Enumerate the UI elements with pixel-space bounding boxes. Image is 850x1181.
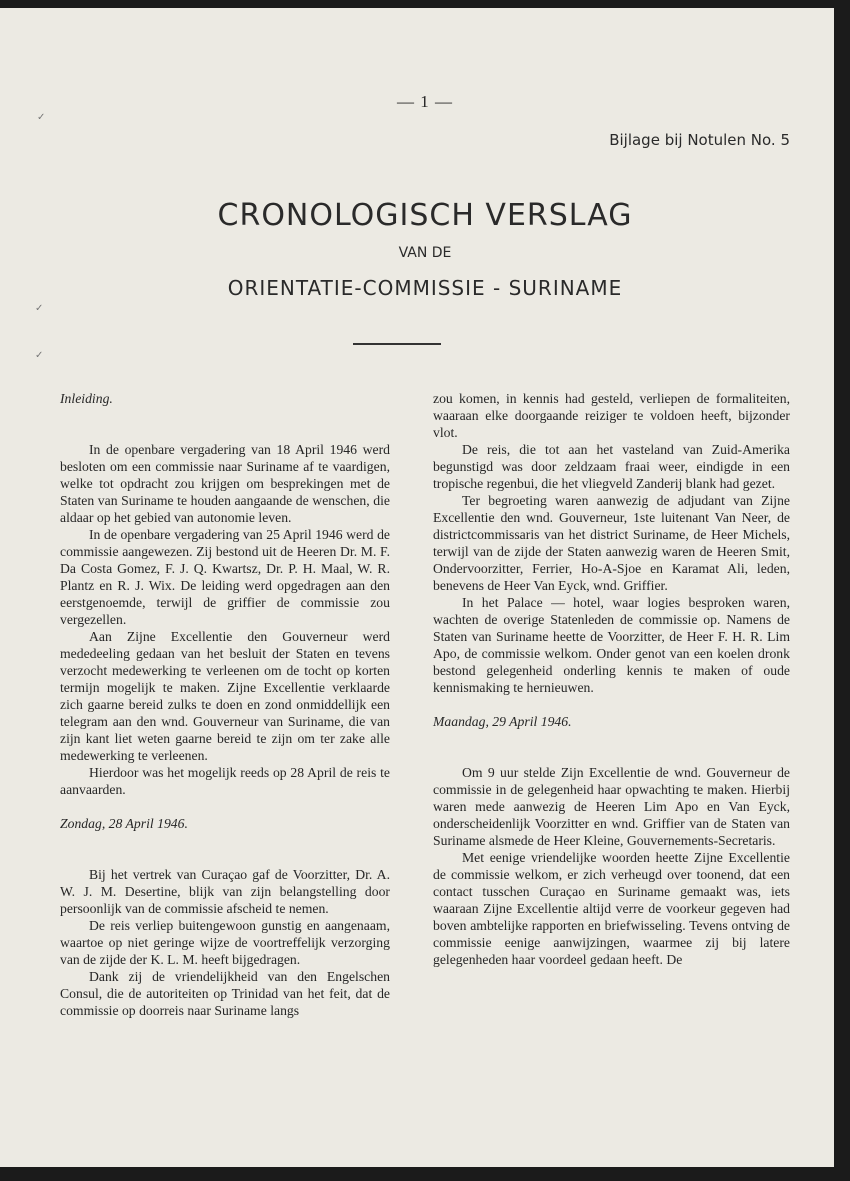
paragraph: In de openbare vergadering van 18 April 1946 werd besloten om een commissie naar Suriname af te vaardigen, welke tot opdracht zou krijgen om besprekingen met de Staten van Suriname te houden aangaande de wenschen, die aldaar op het gebied van autonomie leven. [60, 442, 390, 525]
scan-border-bottom [0, 1167, 850, 1181]
section-heading-inleiding: Inleiding. [60, 391, 113, 406]
document-subtitle: ORIENTATIE-COMMISSIE - SURINAME [227, 276, 623, 300]
scan-border-right [834, 0, 850, 1181]
document-title-connector: VAN DE [398, 245, 452, 261]
punch-mark-middle: ✓ [35, 303, 44, 314]
page-number: — 1 — [397, 92, 453, 111]
punch-mark-top: ✓ [37, 112, 46, 123]
paragraph: De reis, die tot aan het vasteland van Zuid-Amerika begunstigd was door zeldzaam fraai weer, eindigde in een tropische regenbui, die het vliegveld Zanderij blank had gezet. [433, 442, 790, 491]
scan-border-top [0, 0, 850, 8]
paragraph: De reis verliep buitengewoon gunstig en aangenaam, waartoe op niet geringe wijze de voortreffelijk verzorging van de zijde der K. L. M. heeft bijgedragen. [60, 918, 390, 967]
paragraph: Aan Zijne Excellentie den Gouverneur werd mededeeling gedaan van het besluit der Staten en tevens verzocht medewerking te verleenen om de tocht op korten termijn mogelijk te maken. Zijne Excellentie verklaarde zich gaarne bereid zulks te doen en zond onmiddellijk een telegram aan den wnd. Gouverneur van Suriname, die van zijn kant liet weten gaarne bereid te zijn om ter zake alle medewerking te verleenen. [60, 629, 390, 763]
bijlage-label: Bijlage bij Notulen No. 5 [609, 131, 790, 149]
paragraph: In de openbare vergadering van 25 April 1946 werd de commissie aangewezen. Zij bestond uit de Heeren Dr. M. F. Da Costa Gomez, F. J. Q. Kwartsz, Dr. P. H. Maal, W. R. Plantz en R. J. Wix. De leiding werd opgedragen aan den eerstgenoemde, terwijl de griffier de commissie zou vergezellen. [60, 527, 390, 627]
paragraph: Hierdoor was het mogelijk reeds op 28 April de reis te aanvaarden. [60, 765, 390, 797]
section-heading-zondag: Zondag, 28 April 1946. [60, 816, 188, 831]
title-divider [353, 343, 441, 345]
paragraph: Met eenige vriendelijke woorden heette Zijne Excellentie de commissie welkom, er zich verheugd over toonend, dat een contact tusschen Curaçao en Suriname gemaakt was, iets waaraan Zijne Excellentie altijd verre de voorkeur gegeven had boven ambtelijke rapporten en briefwisseling. Tevens ontving de commissie eenige aanwijzingen, waarmee zij bij latere gelegenheden haar voordeel gedaan heeft. De [433, 850, 790, 967]
left-column [60, 390, 390, 1019]
punch-mark-lower: ✓ [35, 350, 44, 361]
right-column [433, 390, 790, 968]
paragraph: zou komen, in kennis had gesteld, verliepen de formaliteiten, waaraan elke doorgaande reiziger te voldoen heeft, bijzonder vlot. [433, 391, 790, 440]
document-title: CRONOLOGISCH VERSLAG [217, 198, 633, 233]
paragraph: In het Palace — hotel, waar logies besproken waren, wachten de overige Statenleden de commissie op. Namens de Staten van Suriname heette de Voorzitter, de Heer F. H. R. Lim Apo, de commissie welkom. Onder genot van een koelen dronk bestond gelegenheid onderling kennis te maken of oude kennismaking te hernieuwen. [433, 595, 790, 695]
section-heading-maandag: Maandag, 29 April 1946. [433, 714, 572, 729]
paragraph: Bij het vertrek van Curaçao gaf de Voorzitter, Dr. A. W. J. M. Desertine, blijk van zijn belangstelling door persoonlijk van de commissie afscheid te nemen. [60, 867, 390, 916]
paragraph: Dank zij de vriendelijkheid van den Engelschen Consul, die de autoriteiten op Trinidad van het feit, dat de commissie op doorreis naar Suriname langs [60, 969, 390, 1018]
paragraph: Ter begroeting waren aanwezig de adjudant van Zijne Excellentie den wnd. Gouverneur, 1ste luitenant Van Neer, de districtcommissaris van het district Suriname, de Heer Michels, terwijl van de zijde der Staten aanwezig waren de Heeren Smit, Ondervoorzitter, Ferrier, Ho-A-Sjoe en Karamat Ali, leden, benevens de Heer Van Eyck, wnd. Griffier. [433, 493, 790, 593]
paragraph: Om 9 uur stelde Zijn Excellentie de wnd. Gouverneur de commissie in de gelegenheid haar opwachting te maken. Hierbij waren mede aanwezig de Heeren Lim Apo en Van Eyck, onderscheidenlijk Voorzitter en wnd. Griffier van de Staten van Suriname alsmede de Heer Kleine, Gouvernements-Secretaris. [433, 765, 790, 848]
